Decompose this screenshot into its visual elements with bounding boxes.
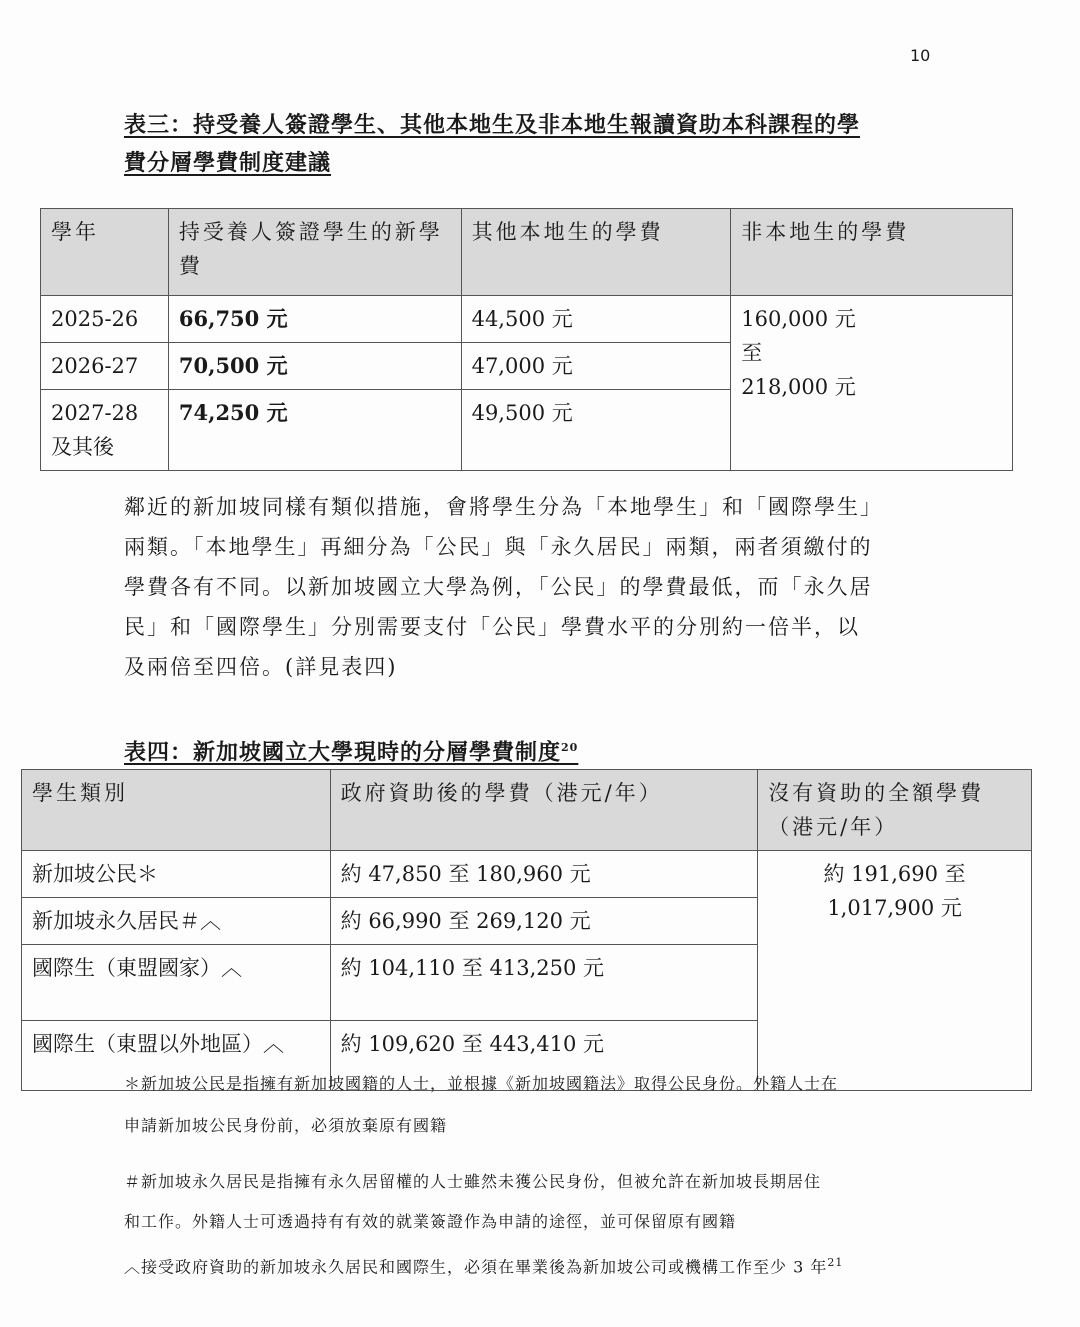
table4-full-fee (758, 851, 1032, 1091)
table3-dependant-fee: 70,500 元 (168, 343, 461, 390)
table4-subsidised-fee: 約 47,850 至 180,960 元 (330, 851, 758, 898)
nonlocal-fee-from: 160,000 元 (741, 307, 856, 331)
table4-category: 國際生（東盟以外地區）︿ (22, 1021, 331, 1091)
footnote-ref: 21 (827, 1256, 844, 1269)
table-row (22, 851, 1032, 898)
table3-year: 2026-27 (41, 343, 169, 390)
table3-header-local: 其他本地生的學費 (461, 209, 731, 296)
table3-title-line1: 表三：持受養人簽證學生、其他本地生及非本地生報讀資助本科課程的學 (124, 112, 861, 138)
table3-local-fee: 47,000 元 (461, 343, 731, 390)
table-row (41, 296, 1013, 343)
table3 (40, 208, 1013, 471)
note-citizen-line1: ＊新加坡公民是指擁有新加坡國籍的人士，並根據《新加坡國籍法》取得公民身份。外籍人士在 (124, 1074, 839, 1093)
table3-header-year: 學年 (41, 209, 169, 296)
note-subsidy (124, 1253, 843, 1277)
paragraph-line: 學費各有不同。以新加坡國立大學為例，「公民」的學費最低，而「永久居 (124, 575, 873, 599)
note-pr-line1: ＃新加坡永久居民是指擁有永久居留權的人士雖然未獲公民身份，但被允許在新加坡長期居住 (124, 1172, 822, 1191)
nonlocal-fee-to: 218,000 元 (741, 375, 856, 399)
table4-category: 新加坡公民＊ (22, 851, 331, 898)
table4 (21, 769, 1032, 1091)
paragraph-line: 民」和「國際學生」分別需要支付「公民」學費水平的分別約一倍半，以 (124, 615, 860, 639)
full-fee-line: 約 191,690 至 (823, 862, 966, 886)
table4-subsidised-fee: 約 66,990 至 269,120 元 (330, 898, 758, 945)
table3-header-dependant: 持受養人簽證學生的新學費 (168, 209, 461, 296)
table4-title (124, 729, 578, 771)
table4-header-subsidised: 政府資助後的學費（港元/年） (330, 770, 758, 851)
table3-local-fee: 49,500 元 (461, 390, 731, 471)
note-citizen-line2: 申請新加坡公民身份前，必須放棄原有國籍 (124, 1116, 448, 1135)
note-pr-line2: 和工作。外籍人士可透過持有有效的就業簽證作為申請的途徑，並可保留原有國籍 (124, 1212, 737, 1231)
table3-year: 2025-26 (41, 296, 169, 343)
body-paragraph (124, 487, 930, 687)
full-fee-line: 1,017,900 元 (827, 896, 962, 920)
paragraph-line: 兩類。「本地學生」再細分為「公民」與「永久居民」兩類，兩者須繳付的 (124, 535, 873, 559)
table3-nonlocal-fee (731, 296, 1013, 471)
page-number: 10 (910, 46, 931, 65)
table4-category: 國際生（東盟國家）︿ (22, 945, 331, 1021)
table4-title-text: 表四：新加坡國立大學現時的分層學費制度 (124, 739, 562, 766)
table3-title-line2: 費分層學費制度建議 (124, 150, 332, 176)
note-subsidy-text: ︿接受政府資助的新加坡永久居民和國際生，必須在畢業後為新加坡公司或機構工作至少 3 年 (124, 1257, 828, 1277)
table4-category: 新加坡永久居民＃︿ (22, 898, 331, 945)
nonlocal-fee-to-label: 至 (741, 341, 763, 365)
table4-subsidised-fee: 約 104,110 至 413,250 元 (330, 945, 758, 1021)
table3-dependant-fee: 74,250 元 (168, 390, 461, 471)
table3-year: 2027-28 及其後 (41, 390, 169, 471)
table3-local-fee: 44,500 元 (461, 296, 731, 343)
table4-subsidised-fee: 約 109,620 至 443,410 元 (330, 1021, 758, 1091)
table3-dependant-fee: 66,750 元 (168, 296, 461, 343)
paragraph-line: 及兩倍至四倍。(詳見表四) (124, 655, 398, 679)
table4-header-full: 沒有資助的全額學費（港元/年） (758, 770, 1032, 851)
paragraph-line: 鄰近的新加坡同樣有類似措施，會將學生分為「本地學生」和「國際學生」 (124, 495, 883, 519)
footnote-ref: 20 (561, 741, 579, 754)
table3-header-nonlocal: 非本地生的學費 (731, 209, 1013, 296)
table4-header-category: 學生類別 (22, 770, 331, 851)
